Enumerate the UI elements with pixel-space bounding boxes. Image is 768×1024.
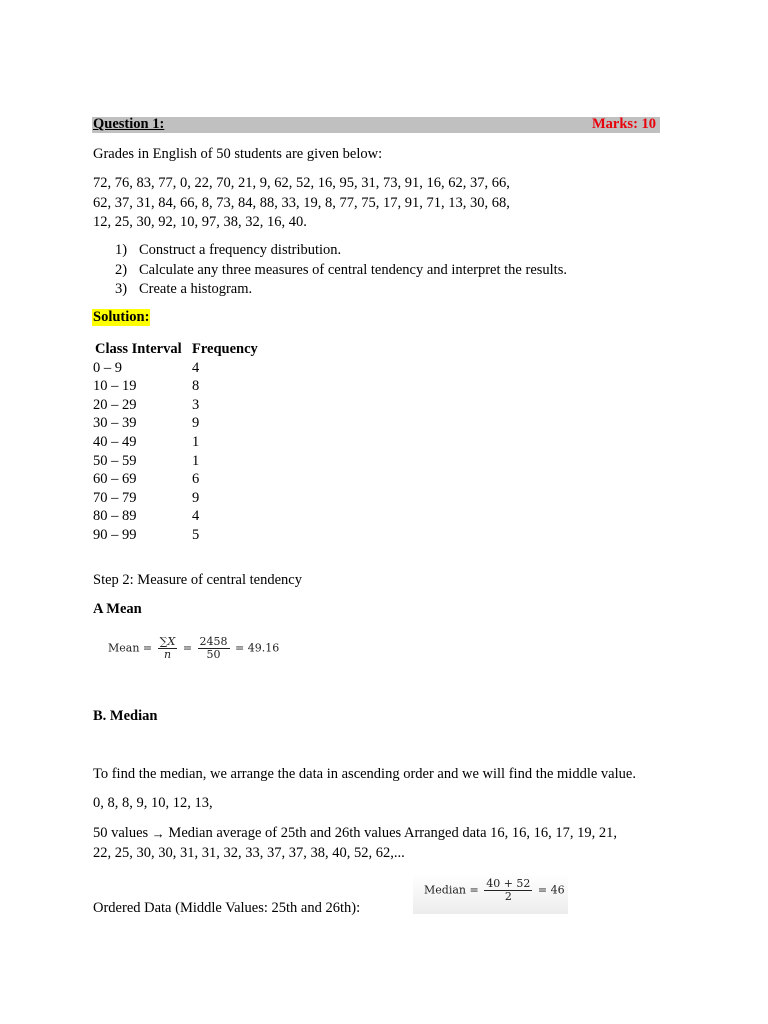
question-header-bar [92, 117, 660, 133]
grades-line-3: 12, 25, 30, 92, 10, 97, 38, 32, 16, 40. [93, 214, 307, 230]
table-row: 0 – 9 4 [93, 359, 200, 376]
ordered-data-label: Ordered Data (Middle Values: 25th and 26th): [93, 900, 361, 916]
median-formula: Median = $\frac{40 + 52}{2}$ = 46 [424, 877, 565, 903]
step-2-heading: Step 2: Measure of central tendency [93, 572, 302, 588]
question-label: Question 1: [93, 116, 165, 132]
table-row: 20 – 29 3 [93, 396, 200, 413]
table-header-row [93, 339, 258, 359]
column-header-class-interval: Class Interval [95, 341, 182, 357]
frequency-table [93, 339, 258, 545]
median-explanation: 50 values → Median average of 25th and 26th values Arranged data 16, 16, 16, 17, 19, 21, 22, 25, 30, 30, 31, 31, 32, 33, 37, 37, 38, 40, 52, 62,... [93, 825, 618, 861]
grades-line-2: 62, 37, 31, 84, 66, 8, 73, 84, 88, 33, 19, 8, 77, 75, 17, 91, 71, 13, 30, 68, [93, 194, 510, 211]
task-item: 2) Calculate any three measures of central tendency and interpret the results. [115, 261, 567, 278]
table-row: 40 – 49 1 [93, 433, 200, 450]
table-row: 30 – 39 9 [93, 415, 200, 432]
task-item: 3) Create a histogram. [115, 281, 253, 297]
table-row: 10 – 19 8 [93, 378, 200, 395]
sorted-data-start: 0, 8, 8, 9, 10, 12, 13, [93, 795, 213, 811]
mean-formula: Mean = $\frac{\sum X}{n}$ = $\frac{2458}{50}$ = 49.16 [108, 635, 280, 661]
right-arrow-icon: → [151, 826, 165, 841]
table-row: 70 – 79 9 [93, 489, 200, 506]
question-intro: Grades in English of 50 students are given below: [93, 146, 383, 162]
column-header-frequency: Frequency [192, 341, 258, 357]
table-row: 60 – 69 6 [93, 471, 200, 488]
mean-heading: A Mean [93, 601, 142, 617]
solution-heading: Solution: [93, 309, 150, 325]
median-intro: To find the median, we arrange the data in ascending order and we will find the middle value. [93, 766, 636, 782]
median-heading: B. Median [93, 708, 158, 724]
task-item: 1) Construct a frequency distribution. [115, 242, 342, 258]
marks-label: Marks: 10 [592, 116, 657, 132]
grades-line-1: 72, 76, 83, 77, 0, 22, 70, 21, 9, 62, 52, 16, 95, 31, 73, 91, 16, 62, 37, 66, [93, 175, 510, 191]
table-row: 90 – 99 5 [93, 526, 200, 543]
task-list [93, 241, 567, 300]
table-row: 50 – 59 1 [93, 452, 200, 469]
grades-data [93, 174, 553, 233]
table-row: 80 – 89 4 [93, 508, 200, 525]
